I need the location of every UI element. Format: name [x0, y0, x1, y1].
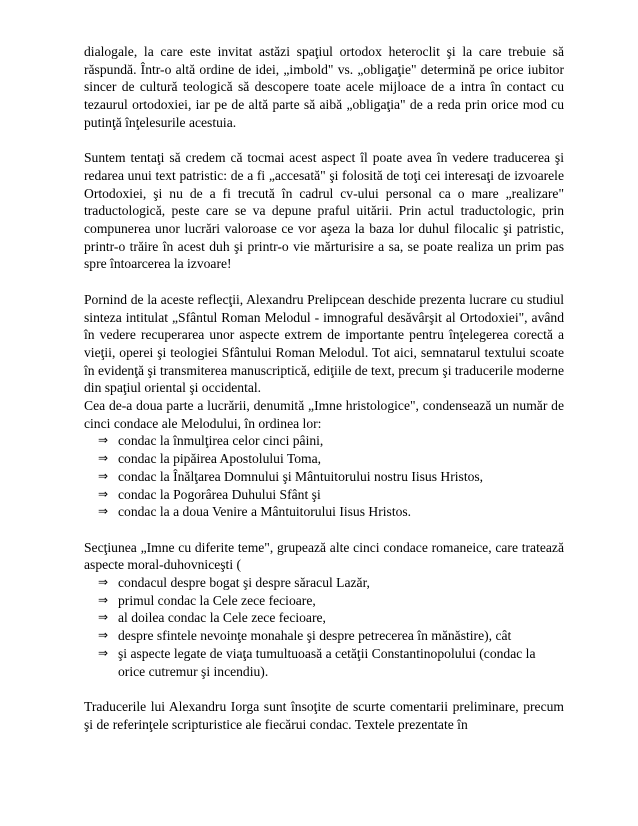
paragraph-2: Suntem tentaţi să credem că tocmai acest aspect îl poate avea în vedere traducerea şi redarea unui text patristic: de a fi „accesată" şi folosită de toţi cei interesaţi de izvoarele Ortodoxiei, şi nu de a fi trecută în cadrul cv-ului personal ca o mare „realizare" traductologică, peste care se va depune praful uitării. Prin actul traductologic, prin compunerea unor lucrări valoroase ce vor aşeza la baza lor duhul filocalic şi patristic, printr-o trăire în acest duh şi printr-o vie mărturisire a sa, se poate realiza un prim pas spre întoarcerea la izvoare! — [84, 150, 564, 272]
list-item — [84, 609, 564, 627]
paragraph-gap — [84, 273, 564, 291]
hristological-hymns-list — [84, 432, 564, 521]
list-item — [84, 432, 564, 450]
list-item-text: despre sfintele nevoinţe monahale şi despre petrecerea în mănăstire), cât — [118, 628, 512, 644]
paragraph-6: Traducerile lui Alexandru Iorga sunt însoţite de scurte comentarii preliminare, precum şi de referinţele scripturistice ale fiecărui condac. Textele prezentate în — [84, 698, 564, 732]
right-double-arrow-icon: ⇒ — [98, 468, 109, 483]
list-item — [84, 574, 564, 592]
paragraph-5: Secţiunea „Imne cu diferite teme", grupează alte cinci condace romaneice, care tratează aspecte moral-duhovniceşti ( — [84, 539, 564, 573]
list-item — [84, 645, 564, 680]
various-themes-list — [84, 574, 564, 680]
list-item — [84, 627, 564, 645]
right-double-arrow-icon: ⇒ — [98, 504, 109, 519]
paragraph-gap — [84, 521, 564, 539]
right-double-arrow-icon: ⇒ — [98, 575, 109, 590]
right-double-arrow-icon: ⇒ — [98, 486, 109, 501]
list-item-text: condacul despre bogat şi despre săracul Lazăr, — [118, 575, 370, 591]
paragraph-gap — [84, 132, 564, 150]
paragraph-gap — [84, 680, 564, 698]
list-item-text: condac la Înălţarea Domnului şi Mântuitorului nostru Iisus Hristos, — [118, 468, 484, 484]
right-double-arrow-icon: ⇒ — [98, 628, 109, 643]
list-item-text: condac la a doua Venire a Mântuitorului Iisus Hristos. — [118, 504, 412, 520]
list-item — [84, 503, 564, 521]
list-item-text: condac la Pogorârea Duhului Sfânt şi — [118, 486, 321, 502]
paragraph-4: Cea de-a doua parte a lucrării, denumită „Imne hristologice", condensează un număr de cinci condace ale Melodului, în ordinea lor: — [84, 398, 564, 431]
list-item-text: condac la pipăirea Apostolului Toma, — [118, 451, 322, 467]
list-item — [84, 486, 564, 504]
right-double-arrow-icon: ⇒ — [98, 592, 109, 607]
list-item-text: condac la înmulţirea celor cinci pâini, — [118, 433, 324, 449]
list-item — [84, 468, 564, 486]
list-item — [84, 450, 564, 468]
right-double-arrow-icon: ⇒ — [98, 433, 109, 448]
paragraph-1: dialogale, la care este invitat astăzi spaţiul ortodox heteroclit şi la care trebuie să răspundă. Într-o altă ordine de idei, „imbold" vs. „obligaţie" determină pe orice iubitor sincer de cultură teologică să descopere toate acele mijloace de a intra în contact cu tezaurul ortodoxiei, iar pe de altă parte să aibă „obligaţia" de a reda prin orice mod cu putinţă înţelesurile acestuia. — [84, 44, 564, 130]
list-item-text: al doilea condac la Cele zece fecioare, — [118, 610, 326, 626]
paragraph-3: Pornind de la aceste reflecţii, Alexandru Prelipcean deschide prezenta lucrare cu studiul sinteza intitulat „Sfântul Roman Melodul - imnograful desăvârşit al Ortodoxiei", având în vedere recuperarea unor aspecte extrem de importante pentru înţelegerea corectă a vieţii, operei şi teologiei Sfântului Roman Melodul. Tot aici, semnatarul textului scoate în evidenţă şi transmiterea manuscriptică, ediţiile de text, precum şi traducerile moderne din spaţiul oriental şi occidental. — [84, 291, 564, 396]
document-body — [84, 43, 564, 733]
right-double-arrow-icon: ⇒ — [98, 645, 109, 660]
right-double-arrow-icon: ⇒ — [98, 610, 109, 625]
list-item — [84, 592, 564, 610]
right-double-arrow-icon: ⇒ — [98, 451, 109, 466]
list-item-text: primul condac la Cele zece fecioare, — [118, 592, 316, 608]
list-item-text: şi aspecte legate de viaţa tumultuoasă a cetăţii Constantinopolului (condac la orice cutremur şi incendiu). — [118, 645, 536, 679]
